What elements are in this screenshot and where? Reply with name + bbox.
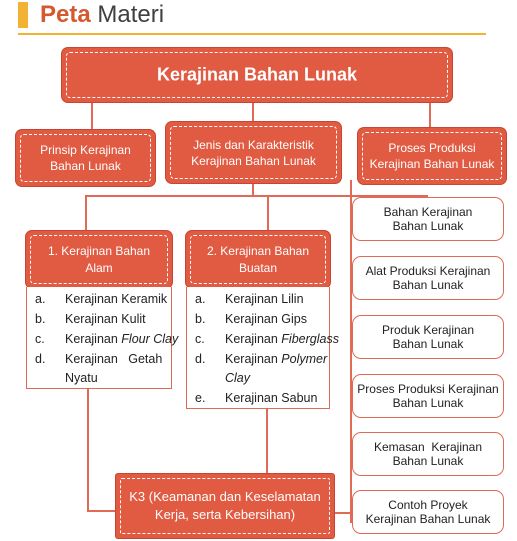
jenis-line-2: Kerajinan Bahan Lunak [191,153,316,168]
connector-line [252,182,254,196]
list-item: e. Kerajinan Sabun [195,391,318,405]
k3-box [116,474,334,538]
prinsip-line-2: Bahan Lunak [50,159,121,173]
k3-line-1: K3 (Keamanan dan Keselamatan [129,489,321,504]
list-item: Nyatu [65,371,98,385]
list-item: b. Kerajinan Kulit [35,312,146,326]
list-item: d. Kerajinan Getah [35,352,163,366]
connector-line [266,408,268,474]
connector-line [267,195,269,231]
page-title: Peta Materi [40,1,165,28]
k3-line-2: Kerja, serta Kebersihan) [154,507,296,522]
main-topic-label: Kerajinan Bahan Lunak [156,64,358,85]
proses-line-2: Kerajinan Bahan Lunak [369,157,495,171]
connector-line [85,195,87,231]
jenis-box [166,122,341,183]
buatan-list [186,287,339,409]
jenis-line-1: Jenis dan Karakteristik [193,137,314,152]
list-item: Clay [225,371,251,385]
proses-line-1: Proses Produksi [388,141,476,155]
list-item: c. Kerajinan Fiberglass [195,332,339,346]
list-item: a. Kerajinan Lilin [195,292,304,306]
connector-line [87,388,89,511]
buatan-title-line-2: Buatan [238,260,278,275]
list-item: a. Kerajinan Keramik [35,292,168,306]
alam-list [26,287,179,389]
alam-title-line-2: Alam [85,260,113,275]
header-underline [18,33,486,35]
buatan-header-box [186,231,330,288]
list-item: b. Kerajinan Gips [195,312,307,326]
main-topic-box [62,48,452,102]
prinsip-line-1: Prinsip Kerajinan [40,143,131,157]
process-step-box: Kemasan Kerajinan Bahan Lunak [352,432,504,476]
list-item: d. Kerajinan Polymer [195,352,328,366]
proses-box [358,128,506,184]
prinsip-box [16,130,155,186]
process-step-box: Contoh Proyek Kerajinan Bahan Lunak [352,490,504,534]
connector-line [332,512,353,514]
alam-header-box [26,231,172,288]
header-accent-bar [18,2,28,28]
alam-title-line-1: 1. Kerajinan Bahan [47,243,151,258]
process-step-box: Proses Produksi Kerajinan Bahan Lunak [352,374,504,418]
connector-line [429,101,431,130]
list-item: c. Kerajinan Flour Clay [35,332,179,346]
process-step-box: Alat Produksi Kerajinan Bahan Lunak [352,256,504,300]
process-step-box: Produk Kerajinan Bahan Lunak [352,315,504,359]
buatan-title-line-1: 2. Kerajinan Bahan [206,243,310,258]
process-step-box: Bahan Kerajinan Bahan Lunak [352,197,504,241]
